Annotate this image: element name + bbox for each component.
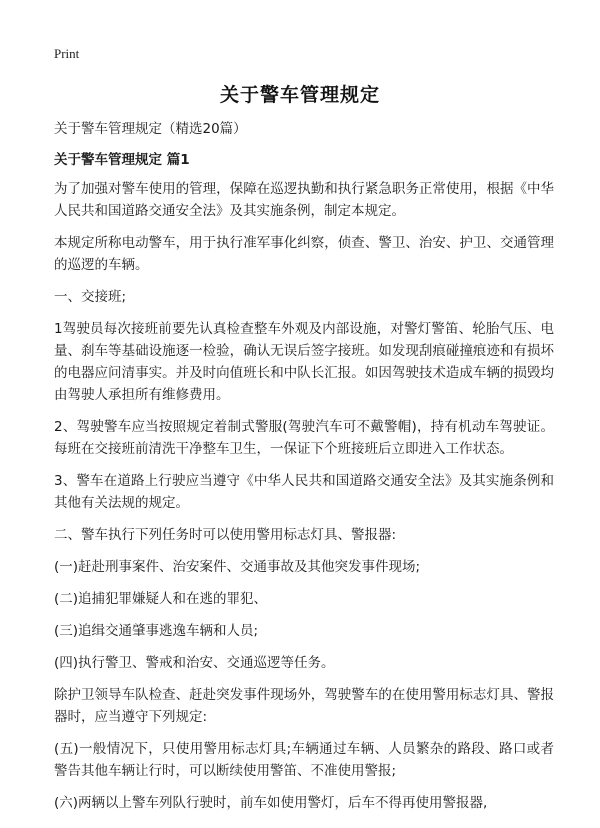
paragraph: (三)追缉交通肇事逃逸车辆和人员; [54, 623, 259, 639]
document-subtitle: 关于警车管理规定（精选20篇） [54, 121, 247, 137]
paragraph: 本规定所称电动警车，用于执行准军事化纠察，侦查、警卫、治安、护卫、交通管理的巡逻的车辆。 [54, 235, 554, 273]
paragraph: (六)两辆以上警车列队行驶时，前车如使用警灯，后车不得再使用警报器, [54, 795, 488, 811]
paragraph: 二、警车执行下列任务时可以使用警用标志灯具、警报器: [54, 527, 397, 543]
paragraph: 3、警车在道路上行驶应当遵守《中华人民共和国道路交通安全法》及其实施条例和其他有关法规的规定。 [54, 473, 554, 511]
document-body [54, 118, 554, 824]
paragraph: (一)赶赴刑事案件、治安案件、交通事故及其他突发事件现场; [54, 559, 421, 575]
paragraph: (四)执行警卫、警戒和治安、交通巡逻等任务。 [54, 655, 335, 671]
paragraph: 1驾驶员每次接班前要先认真检查整车外观及内部设施，对警灯警笛、轮胎气压、电量、刹车等基础设施逐一检验，确认无误后签字接班。如发现刮痕碰撞痕迹和有损坏的电器应问清事实。并及时向值班长和中队长汇报。如因驾驶技术造成车辆的损毁均由驾驶人承担所有维修费用。 [54, 321, 554, 403]
section-heading: 关于警车管理规定 篇1 [54, 152, 190, 168]
paragraph: (二)追捕犯罪嫌疑人和在逃的罪犯、 [54, 591, 268, 607]
paragraph: 除护卫领导车队检查、赶赴突发事件现场外，驾驶警车的在使用警用标志灯具、警报器时，应当遵守下列规定: [54, 687, 554, 725]
document-title: 关于警车管理规定 [219, 84, 380, 106]
print-link[interactable]: Print [54, 46, 80, 61]
paragraph: 2、驾驶警车应当按照规定着制式警服(驾驶汽车可不戴警帽)，持有机动车驾驶证。每班在交接班前清洗干净整车卫生，一保证下个班接班后立即进入工作状态。 [54, 419, 554, 457]
paragraph: 一、交接班; [54, 289, 127, 305]
paragraph: 为了加强对警车使用的管理，保障在巡逻执勤和执行紧急职务正常使用，根据《中华人民共和国道路交通安全法》及其实施条例，制定本规定。 [54, 181, 554, 219]
paragraph: (五)一般情况下，只使用警用标志灯具;车辆通过车辆、人员繁杂的路段、路口或者警告其他车辆让行时，可以断续使用警笛、不准使用警报; [54, 741, 554, 779]
